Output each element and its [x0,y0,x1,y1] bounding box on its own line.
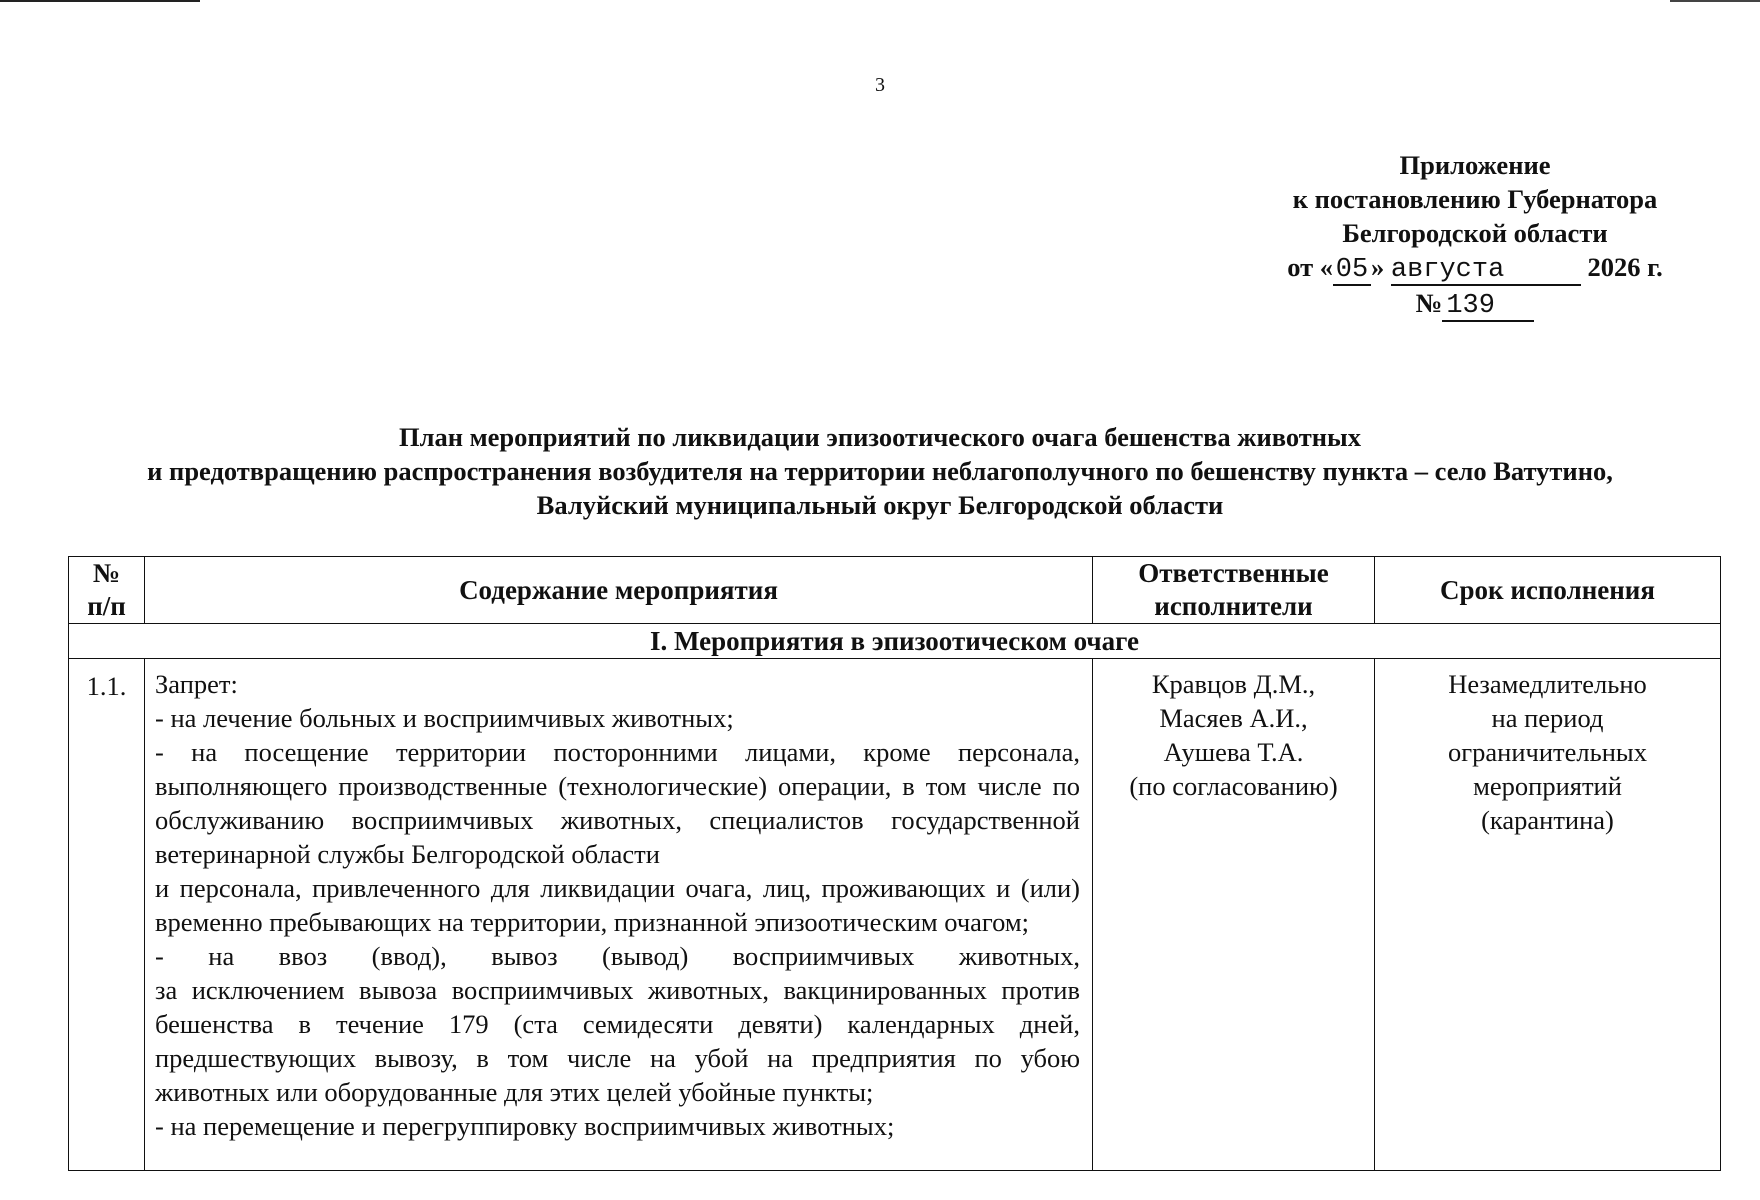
deadline-line: на период [1491,703,1604,733]
appendix-block [1240,148,1710,322]
content-paragraph: - на перемещение и перегруппировку восприимчивых животных; [155,1111,895,1141]
content-paragraph: - на посещение территории посторонними лицами, кроме персонала, выполняющего производственные (технологические) операции, в том числе по обслуживанию восприимчивых животных, специалистов государственной ветеринарной службы Белгородской области [155,737,1080,869]
row-content [145,659,1093,1171]
deadline-line: (карантина) [1481,805,1614,835]
content-paragraph: и персонала, привлеченного для ликвидации очага, лиц, проживающих и (или) временно пребывающих на территории, признанной эпизоотическим очагом; [155,873,1080,937]
content-paragraph: - на ввоз (ввод), вывоз (вывод) восприимчивых животных, [155,941,1080,971]
header-content: Содержание мероприятия [145,557,1093,624]
responsible-note: (по согласованию) [1129,771,1338,801]
header-number-line1: № [92,558,121,588]
plan-table [68,556,1721,1171]
header-number-line2: п/п [87,591,126,621]
page-number: 3 [875,74,885,96]
deadline-line: мероприятий [1473,771,1622,801]
row-deadline [1375,659,1721,1171]
section-row [69,624,1721,659]
decree-number: 139 [1442,292,1534,322]
appendix-decree-line: к постановлению Губернатора [1292,184,1658,214]
appendix-date-line [1240,250,1710,286]
header-deadline: Срок исполнения [1375,557,1721,624]
date-month: августа [1391,256,1581,286]
appendix-region-line: Белгородской области [1342,218,1608,248]
number-prefix: № [1415,288,1443,318]
content-paragraph: за исключением вывоза восприимчивых животных, вакцинированных против бешенства в течение 179 (ста семидесяти девяти) календарных дней, предшествующих вывозу, в том числе на убой на предприятия по убою животных или оборудованные для этих целей убойные пункты; [155,975,1080,1107]
title-line-3: Валуйский муниципальный округ Белгородской области [536,490,1224,520]
header-number [69,557,145,624]
date-year: 2026 г. [1587,252,1663,282]
table-header-row [69,557,1721,624]
title-line-2: и предотвращению распространения возбудителя на территории неблагополучного по бешенству пункта – село Ватутино, [147,456,1613,486]
content-paragraph: Запрет: [155,669,238,699]
scan-edge-line [0,0,200,2]
scan-edge-line [1670,0,1760,2]
responsible-person: Аушева Т.А. [1163,737,1304,767]
header-responsible-line2: исполнители [1154,591,1313,621]
document-title [0,420,1760,522]
table-row [69,659,1721,1171]
content-paragraph: - на лечение больных и восприимчивых животных; [155,703,734,733]
row-responsible [1093,659,1375,1171]
header-responsible-line1: Ответственные [1138,558,1329,588]
responsible-person: Кравцов Д.М., [1151,669,1316,699]
appendix-number-line [1240,286,1710,322]
title-line-1: План мероприятий по ликвидации эпизоотического очага бешенства животных [399,422,1361,452]
section-title: I. Мероприятия в эпизоотическом очаге [69,624,1721,659]
responsible-person: Масяев А.И., [1159,703,1308,733]
date-day: 05 [1333,256,1371,286]
header-responsible [1093,557,1375,624]
appendix-title: Приложение [1399,150,1551,180]
deadline-line: ограничительных [1448,737,1647,767]
deadline-line: Незамедлительно [1448,669,1647,699]
row-number: 1.1. [69,659,145,1171]
date-prefix: от « [1287,252,1333,282]
date-mid: » [1371,252,1385,282]
